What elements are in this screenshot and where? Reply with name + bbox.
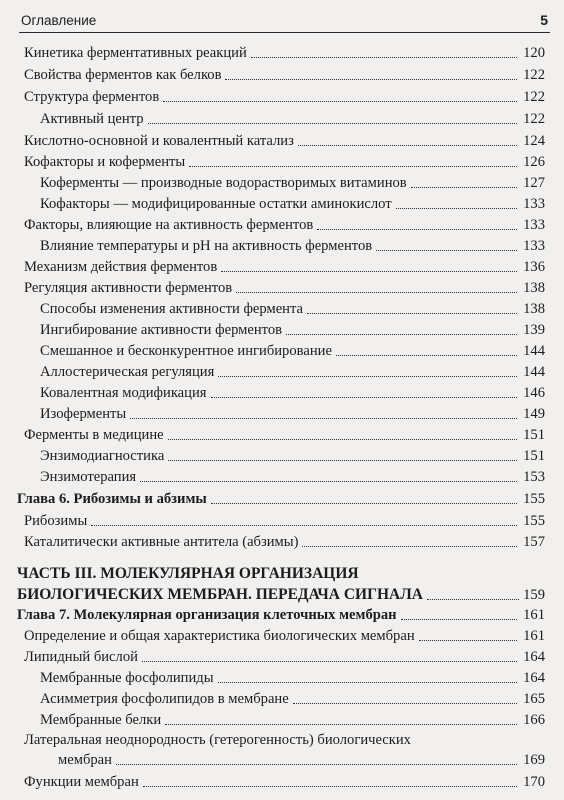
toc-entry-title: Кислотно-основной и ковалентный катализ	[24, 133, 294, 149]
toc-entry-title: Ингибирование активности ферментов	[40, 322, 283, 338]
toc-entry	[40, 691, 545, 708]
leader-dots	[302, 545, 517, 547]
toc-entry-title: Изоферменты	[40, 406, 127, 422]
leader-dots	[165, 723, 517, 725]
toc-entry	[40, 343, 545, 360]
toc-entry-title: Влияние температуры и pH на активность ферментов	[40, 238, 373, 254]
toc-entry-page: 139	[523, 322, 545, 338]
toc-entry-title: Активный центр	[40, 111, 144, 127]
toc-entry-page: 151	[523, 427, 545, 443]
toc-entry-title: Смешанное и бесконкурентное ингибирование	[40, 343, 332, 359]
toc-entry	[40, 364, 545, 381]
part-heading-line1: ЧАСТЬ III. МОЛЕКУЛЯРНАЯ ОРГАНИЗАЦИЯ	[17, 565, 359, 582]
toc-entry-title: Коферменты — производные водорастворимых витаминов	[40, 175, 407, 191]
toc-entry-title: Асимметрия фосфолипидов в мембране	[40, 691, 289, 707]
toc-entry-page: 166	[523, 712, 545, 728]
toc-entry-page: 165	[523, 691, 545, 707]
toc-entry-page: 153	[523, 469, 545, 485]
part-heading-line2: БИОЛОГИЧЕСКИХ МЕМБРАН. ПЕРЕДАЧА СИГНАЛА	[17, 586, 423, 603]
leader-dots	[142, 660, 517, 662]
toc-entry	[24, 513, 545, 530]
leader-dots	[293, 702, 517, 704]
toc-entry-page: 122	[523, 67, 545, 83]
toc-entry-page: 144	[523, 343, 545, 359]
leader-dots	[218, 681, 517, 683]
toc-entry-page: 127	[523, 175, 545, 191]
toc-entry-title: Энзимотерапия	[40, 469, 137, 485]
toc-chapter	[17, 491, 545, 508]
toc-entry	[24, 259, 545, 276]
toc-entry-title: Свойства ферментов как белков	[24, 67, 222, 83]
leader-dots	[218, 375, 517, 377]
toc-entry-title: Мембранные фосфолипиды	[40, 670, 214, 686]
toc-entry	[24, 217, 545, 234]
toc-entry-line1: Латеральная неоднородность (гетерогенность) биологических	[24, 732, 411, 748]
toc-entry-page: 151	[523, 448, 545, 464]
toc-entry-title: мембран	[58, 752, 112, 768]
toc-entry-title: Рибозимы	[24, 513, 88, 529]
toc-entry	[40, 238, 545, 255]
leader-dots	[143, 785, 517, 787]
toc-entry-page: 138	[523, 280, 545, 296]
toc-entry-title: Липидный бислой	[24, 649, 138, 665]
toc-entry	[24, 67, 545, 84]
toc-entry-title: Структура ферментов	[24, 89, 160, 105]
toc-chapter	[17, 607, 545, 624]
toc-entry	[24, 45, 545, 62]
toc-entry	[58, 752, 545, 769]
leader-dots	[140, 480, 517, 482]
leader-dots	[91, 524, 517, 526]
toc-entry	[40, 111, 545, 128]
toc-entry	[24, 649, 545, 666]
toc-entry-page: 159	[523, 587, 545, 603]
toc-entry	[40, 322, 545, 339]
leader-dots	[396, 207, 517, 209]
leader-dots	[286, 333, 517, 335]
toc-entry-page: 133	[523, 196, 545, 212]
leader-dots	[251, 56, 517, 58]
toc-entry	[40, 469, 545, 486]
header-title: Оглавление	[21, 13, 97, 28]
toc-entry	[24, 133, 545, 150]
toc-entry-title: Ферменты в медицине	[24, 427, 164, 443]
toc-entry-page: 136	[523, 259, 545, 275]
toc-entry	[40, 712, 545, 729]
toc-entry	[24, 427, 545, 444]
toc-entry-title: Определение и общая характеристика биологических мембран	[24, 628, 415, 644]
toc-entry	[24, 534, 545, 551]
toc-entry-title: Факторы, влияющие на активность ферментов	[24, 217, 314, 233]
toc-entry-page: 138	[523, 301, 545, 317]
toc-entry-page: 164	[523, 649, 545, 665]
toc-entry-page: 157	[523, 534, 545, 550]
toc-entry-title: Мембранные белки	[40, 712, 162, 728]
toc-entry-title: Энзимодиагностика	[40, 448, 165, 464]
toc-entry-page: 124	[523, 133, 545, 149]
toc-entry-page: 161	[523, 628, 545, 644]
toc-entry-title: Функции мембран	[24, 774, 139, 790]
leader-dots	[130, 417, 517, 419]
toc-entry	[40, 301, 545, 318]
header-page-number: 5	[540, 12, 548, 28]
toc-entry	[24, 89, 545, 106]
toc-entry-page: 122	[523, 111, 545, 127]
toc-entry	[24, 628, 545, 645]
toc-entry-title: Ковалентная модификация	[40, 385, 207, 401]
leader-dots	[148, 122, 517, 124]
toc-entry	[40, 670, 545, 687]
part-heading	[17, 586, 545, 604]
leader-dots	[307, 312, 517, 314]
leader-dots	[401, 618, 517, 620]
running-header	[19, 8, 550, 33]
leader-dots	[189, 165, 517, 167]
toc-entry-page: 133	[523, 238, 545, 254]
toc-entry	[24, 154, 545, 171]
toc-entry-title: Каталитически активные антитела (абзимы)	[24, 534, 299, 550]
toc-entry	[40, 196, 545, 213]
toc-entry	[24, 774, 545, 791]
toc-entry-page: 164	[523, 670, 545, 686]
leader-dots	[236, 291, 517, 293]
toc-entry	[40, 175, 545, 192]
toc-entry-page: 169	[523, 752, 545, 768]
leader-dots	[427, 598, 519, 600]
leader-dots	[317, 228, 517, 230]
leader-dots	[116, 763, 517, 765]
toc-entry-page: 133	[523, 217, 545, 233]
toc-entry	[40, 448, 545, 465]
leader-dots	[336, 354, 517, 356]
toc-entry-page: 120	[523, 45, 545, 61]
toc-entry-page: 161	[523, 607, 545, 623]
leader-dots	[211, 502, 517, 504]
toc-entry-page: 144	[523, 364, 545, 380]
leader-dots	[376, 249, 517, 251]
leader-dots	[419, 639, 517, 641]
toc-entry	[24, 280, 545, 297]
toc-entry-title: Кофакторы — модифицированные остатки аминокислот	[40, 196, 392, 212]
toc-entry-page: 126	[523, 154, 545, 170]
leader-dots	[211, 396, 518, 398]
leader-dots	[168, 459, 517, 461]
toc-entry-title: Аллостерическая регуляция	[40, 364, 215, 380]
toc-chapter-title: Глава 7. Молекулярная организация клеточных мембран	[17, 607, 397, 623]
toc-entry-page: 155	[523, 491, 545, 507]
toc-entry-title: Кинетика ферментативных реакций	[24, 45, 247, 61]
toc-entry-title: Кофакторы и коферменты	[24, 154, 186, 170]
toc-entry-page: 122	[523, 89, 545, 105]
leader-dots	[221, 270, 517, 272]
leader-dots	[168, 438, 517, 440]
toc-entry-page: 149	[523, 406, 545, 422]
leader-dots	[225, 78, 517, 80]
toc-entry-page: 146	[523, 385, 545, 401]
toc-entry-title: Регуляция активности ферментов	[24, 280, 233, 296]
toc-entry-page: 155	[523, 513, 545, 529]
toc-entry-title: Механизм действия ферментов	[24, 259, 218, 275]
toc-entry	[40, 385, 545, 402]
toc-entry-title: Способы изменения активности фермента	[40, 301, 304, 317]
toc-chapter-title: Глава 6. Рибозимы и абзимы	[17, 491, 207, 507]
leader-dots	[298, 144, 517, 146]
leader-dots	[163, 100, 517, 102]
toc-entry-page: 170	[523, 774, 545, 790]
leader-dots	[411, 186, 517, 188]
toc-entry	[40, 406, 545, 423]
